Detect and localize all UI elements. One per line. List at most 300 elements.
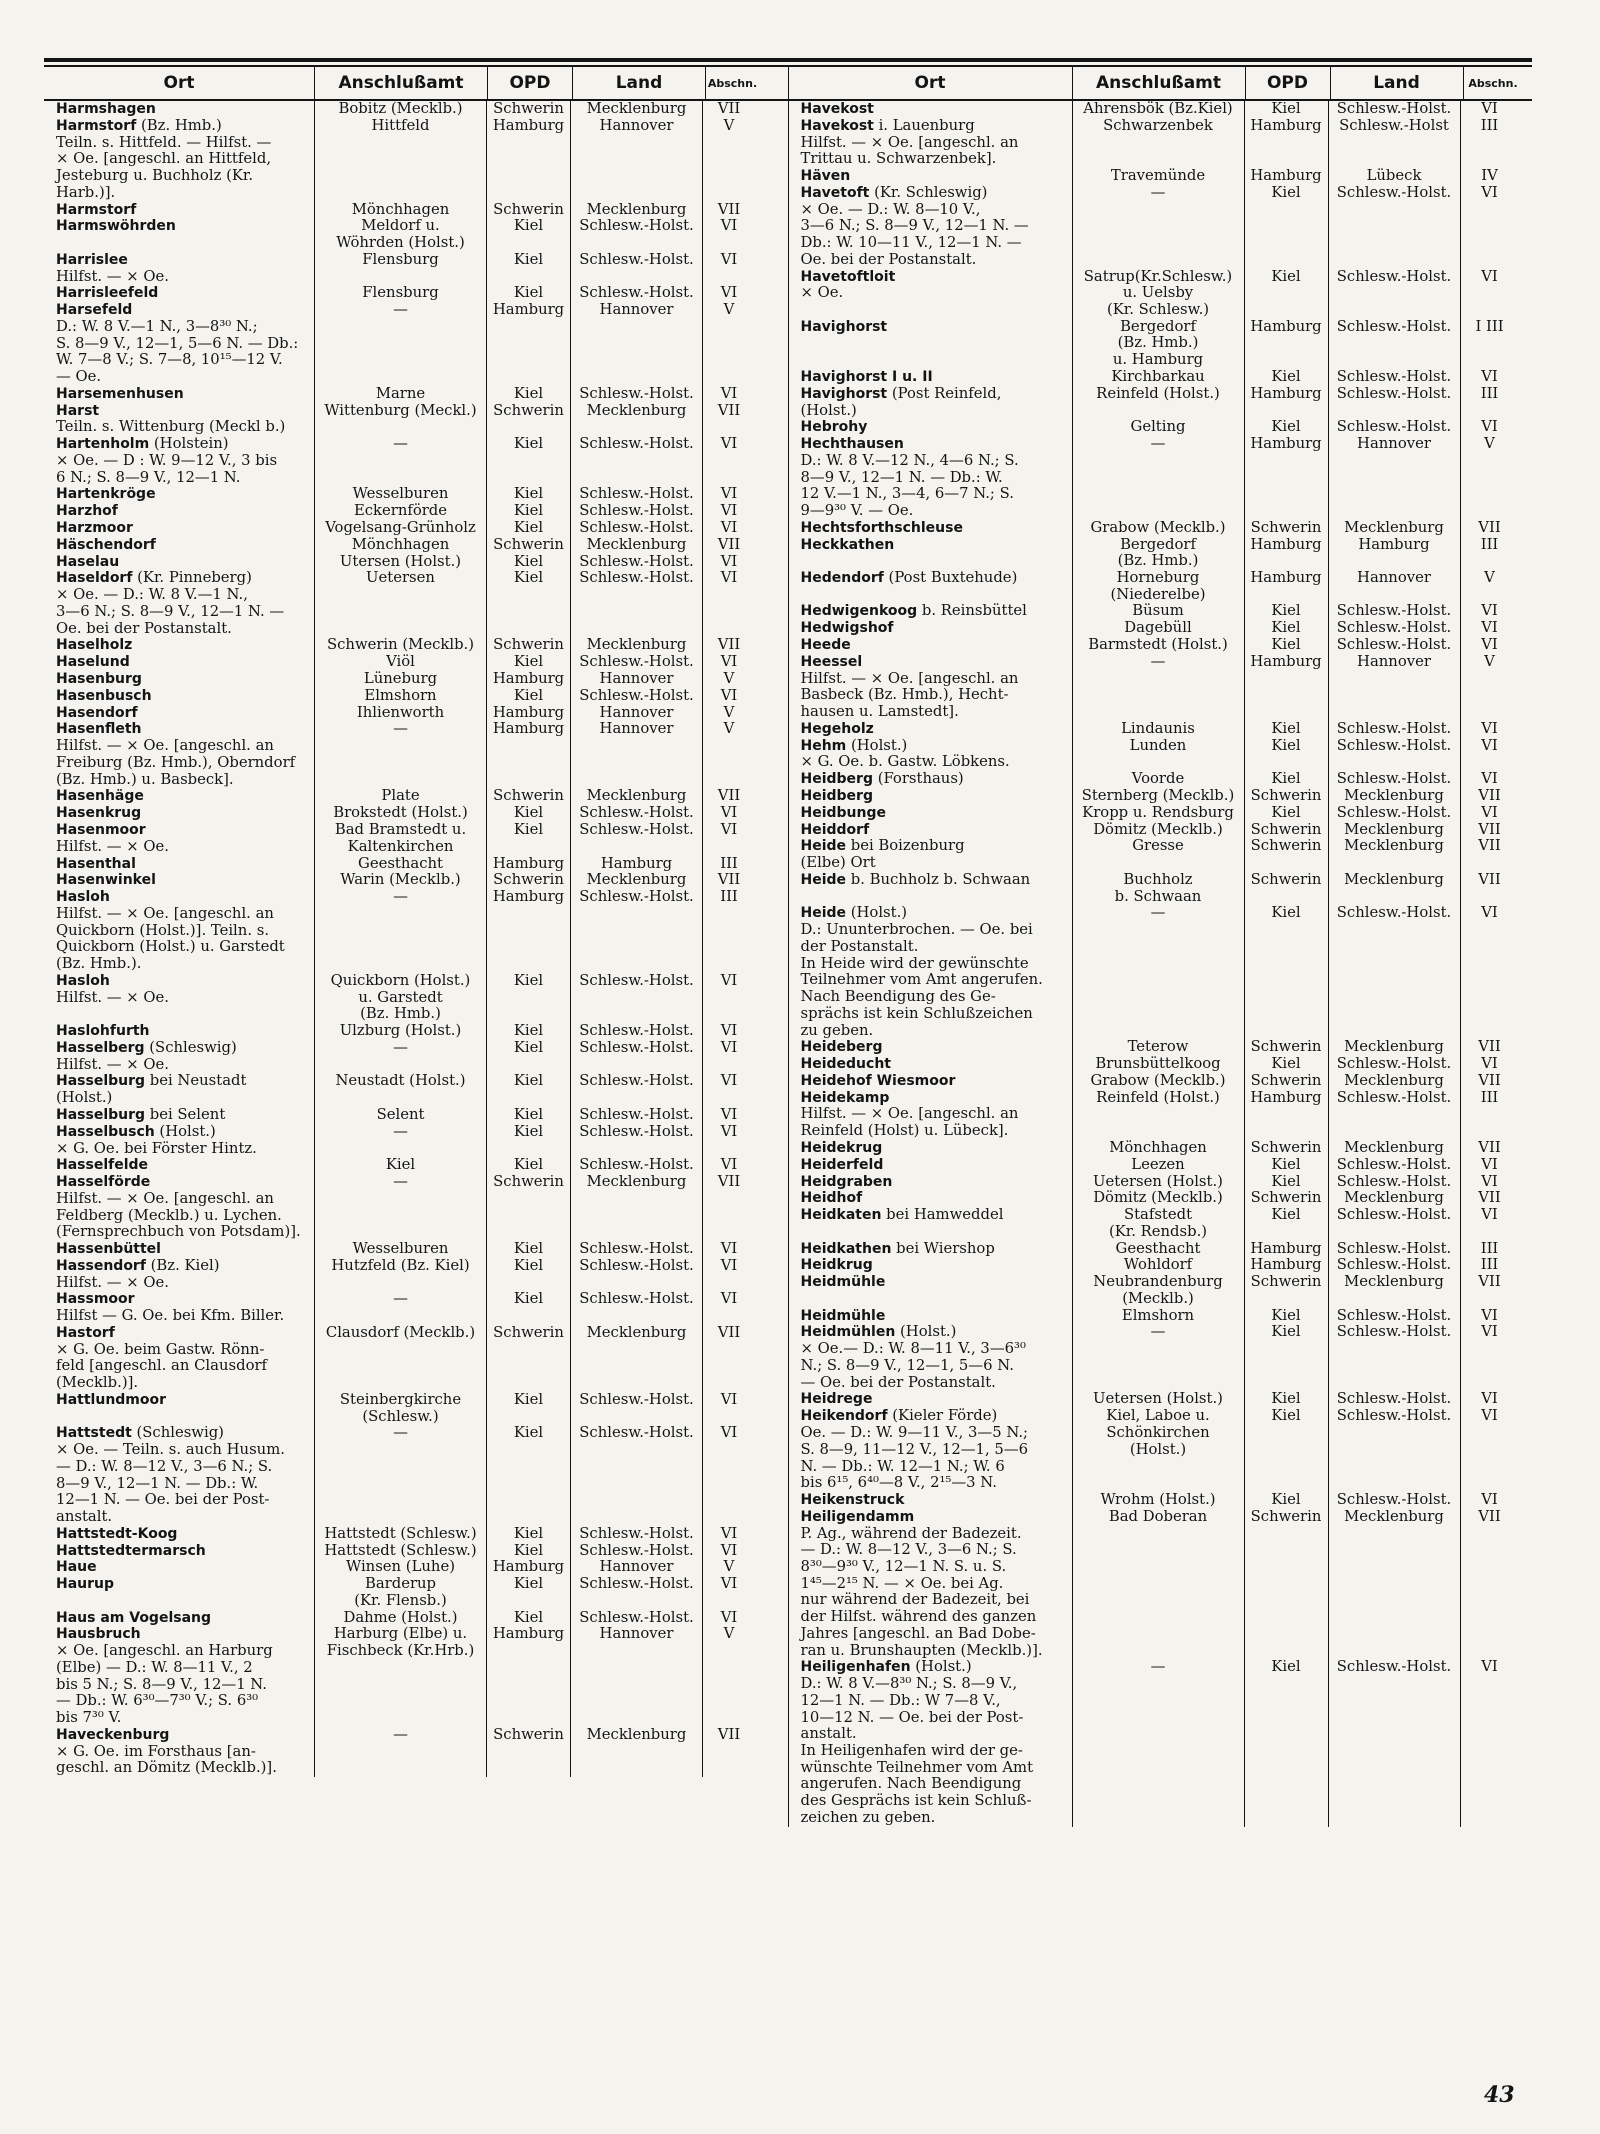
cell-anschlussamt: Teterow [1072,1039,1244,1056]
cell-opd: Kiel [486,1543,570,1560]
table-row [789,1308,1533,1325]
table-row [44,889,788,973]
cell-opd: Hamburg [1244,168,1328,185]
table-row [44,1425,788,1525]
place-details: × Oe. [angeschl. an Harburg (Elbe) — D.: W. 8—11 V., 2 bis 5 N.; S. 8—9 V., 12—1 N. — Db.: W. 6³⁰—7³⁰ V.; S. 6³⁰ bis 7³⁰ V. [56,1642,273,1727]
place-name: Hassenbüttel [56,1241,161,1258]
cell-land: Schlesw.-Holst. [1328,603,1460,620]
place-name: Heidgraben [800,1173,893,1190]
table-row [44,486,788,503]
cell-land: Mecklenburg [1328,1509,1460,1660]
cell-opd: Schwerin [486,637,570,654]
cell-ort [789,905,1072,1039]
cell-abschn: VII [702,788,755,805]
cell-opd: Kiel [1244,1157,1328,1174]
cell-land: Schlesw.-Holst. [1328,1207,1460,1240]
cell-ort [789,520,1072,537]
place-name: Hasselfelde [56,1157,149,1174]
cell-land: Schlesw.-Holst. [570,503,702,520]
table-row [44,302,788,386]
cell-ort [44,436,314,486]
cell-opd: Kiel [486,486,570,503]
cell-opd: Kiel [1244,1324,1328,1391]
place-name: Heideberg [800,1039,883,1056]
cell-abschn: V [1460,436,1519,520]
cell-abschn: VI [702,654,755,671]
cell-ort [789,1391,1072,1408]
place-details: P. Ag., während der Badezeit. — D.: W. 8—12 V., 3—6 N.; S. 8³⁰—9³⁰ V., 12—1 N. S. u. S. 1⁴⁵—2¹⁵ N. — × Oe. bei Ag. nur während der Badezeit, bei der Hilfst. während des ganzen Jahres [angeschl. an Bad Dobe- ran u. Brunshaupten (Mecklb.)]. [800,1524,1043,1659]
cell-land: Schlesw.-Holst. [570,436,702,486]
cell-land: Hannover [1328,570,1460,603]
cell-land: Schlesw.-Holst. [570,1258,702,1292]
table-row [44,1325,788,1392]
cell-anschlussamt: Satrup(Kr.Schlesw.) u. Uelsby (Kr. Schlesw.) [1072,269,1244,319]
cell-abschn: I III [1460,319,1519,369]
cell-ort [789,101,1072,118]
table-row [789,386,1533,420]
table-row [789,1157,1533,1174]
table-row [789,1090,1533,1140]
place-details: Teiln. s. Wittenburg (Meckl b.) [56,418,286,436]
table-row [789,654,1533,721]
place-name: Heide [800,838,847,855]
table-row [44,436,788,486]
cell-opd: Schwerin [1244,1039,1328,1056]
cell-anschlussamt: — [314,1124,486,1158]
cell-land: Hannover [570,302,702,386]
place-name: Hedendorf [800,569,884,586]
place-name: Hassmoor [56,1291,135,1308]
cell-opd: Schwerin [1244,1509,1328,1660]
cell-land: Hannover [570,671,702,688]
place-details: bei Boizenburg (Elbe) Ort [800,838,965,872]
cell-opd: Kiel [486,252,570,286]
cell-abschn: VI [702,1023,755,1040]
place-details: Hilfst. — × Oe. [angeschl. an Reinfeld (Holst) u. Lübeck]. [800,1105,1019,1140]
cell-opd: Kiel [1244,1408,1328,1492]
cell-abschn: VI [702,386,755,403]
cell-ort [789,1274,1072,1307]
cell-ort [44,1157,314,1174]
place-name: Hasselbusch [56,1123,155,1140]
cell-anschlussamt: Wesselburen [314,486,486,503]
cell-abschn: VI [1460,1056,1519,1073]
header-land: Land [1330,67,1463,99]
table-row [789,805,1533,822]
table-row [789,788,1533,805]
place-name: Hedwigenkoog [800,603,918,620]
cell-opd: Schwerin [486,1325,570,1392]
cell-land: Schlesw.-Holst. [1328,620,1460,637]
cell-land: Mecklenburg [1328,520,1460,537]
place-name: Harst [56,402,100,419]
cell-ort [44,721,314,788]
place-details: (Kieler Förde) Oe. — D.: W. 9—11 V., 3—5 N.; S. 8—9, 11—12 V., 12—1, 5—6 N. — Db.: W. 12—1 N.; W. 6 bis 6¹⁵, 6⁴⁰—8 V., 2¹⁵—3 N. [800,1408,1029,1492]
cell-ort [789,721,1072,738]
cell-opd: Schwerin [486,101,570,118]
cell-ort [789,1190,1072,1207]
cell-land: Mecklenburg [1328,838,1460,872]
place-name: Hasenmoor [56,822,146,839]
cell-abschn: VI [702,973,755,1023]
cell-ort [789,1090,1072,1140]
cell-abschn: III [702,856,755,873]
cell-land: Schlesw.-Holst. [1328,905,1460,1039]
cell-opd: Kiel [1244,771,1328,788]
cell-opd: Schwerin [1244,788,1328,805]
cell-land: Hannover [570,705,702,722]
cell-abschn: V [702,671,755,688]
place-name: Haurup [56,1576,115,1593]
cell-land: Schlesw.-Holst. [1328,805,1460,822]
cell-opd: Kiel [1244,1391,1328,1408]
table-row [789,1274,1533,1307]
cell-anschlussamt: Ihlienworth [314,705,486,722]
cell-abschn: VI [1460,269,1519,319]
cell-abschn: VI [702,1526,755,1543]
cell-abschn: VI [702,285,755,302]
cell-abschn: VI [1460,1492,1519,1509]
table-row [44,1040,788,1074]
cell-opd: Kiel [486,1241,570,1258]
cell-land: Hannover [570,721,702,788]
cell-abschn: VI [702,1610,755,1627]
cell-anschlussamt: Ütersen (Holst.) [314,554,486,571]
table-row [789,1056,1533,1073]
place-details: × G. Oe. beim Gastw. Rönn- feld [angeschl. an Clausdorf (Mecklb.)]. [56,1340,268,1392]
cell-ort [789,1207,1072,1240]
cell-land: Mecklenburg [1328,788,1460,805]
cell-ort [44,486,314,503]
cell-abschn: III [702,889,755,973]
cell-land: Schlesw.-Holst. [570,889,702,973]
cell-opd: Schwerin [1244,838,1328,872]
cell-land: Schlesw.-Holst. [570,805,702,822]
cell-abschn: VI [1460,1408,1519,1492]
cell-abschn: VI [1460,185,1519,269]
cell-opd: Kiel [1244,1492,1328,1509]
table-row [44,403,788,437]
cell-ort [44,856,314,873]
cell-ort [44,889,314,973]
table-row [789,620,1533,637]
cell-ort [44,671,314,688]
cell-opd: Kiel [486,520,570,537]
cell-anschlussamt: Bad Bramstedt u. Kaltenkirchen [314,822,486,856]
place-name: Hartenkröge [56,486,156,503]
cell-opd: Kiel [1244,620,1328,637]
cell-ort [789,838,1072,872]
table-row [44,1392,788,1425]
place-name: Hattstedt [56,1425,132,1442]
cell-opd: Hamburg [1244,386,1328,420]
place-name: Heikendorf [800,1408,888,1425]
cell-anschlussamt: Buchholz b. Schwaan [1072,872,1244,905]
cell-ort [44,503,314,520]
table-row [44,788,788,805]
cell-opd: Kiel [486,554,570,571]
cell-abschn: VI [1460,1207,1519,1240]
cell-abschn: VI [702,1241,755,1258]
table-row [44,1576,788,1609]
cell-land: Mecklenburg [570,537,702,554]
cell-abschn: VI [702,1576,755,1609]
table-row [789,1509,1533,1660]
cell-anschlussamt: Uetersen [314,570,486,637]
cell-abschn: VI [1460,369,1519,386]
cell-land: Schlesw.-Holst. [1328,721,1460,738]
cell-ort [789,185,1072,269]
cell-ort [789,1324,1072,1391]
cell-opd: Hamburg [486,671,570,688]
cell-ort [44,1073,314,1107]
place-name: Heidkathen [800,1240,892,1257]
table-row [789,1408,1533,1492]
cell-abschn: VII [702,537,755,554]
table-row [44,1543,788,1560]
cell-ort [44,1576,314,1609]
place-name: Hassendorf [56,1257,146,1274]
place-details: Hilfst. — × Oe. [angeschl. an Quickborn (Holst.)]. Teiln. s. Quickborn (Holst.) u. Garstedt (Bz. Hmb.). [56,905,285,973]
cell-abschn: VI [702,1425,755,1525]
place-details: i. Lauenburg Hilfst. — × Oe. [angeschl. an Trittau u. Schwarzenbek]. [800,117,1019,168]
cell-land: Hannover [1328,654,1460,721]
table-header [789,65,1533,101]
table-row [44,872,788,889]
cell-ort [44,118,314,202]
table-row [44,1258,788,1292]
cell-opd: Kiel [486,285,570,302]
table-row [44,1124,788,1158]
header-abschn: Abschn. [1463,67,1523,99]
table-row [44,637,788,654]
place-name: Heidberg [800,787,873,804]
cell-anschlussamt: Uetersen (Holst.) [1072,1391,1244,1408]
cell-abschn: VII [1460,788,1519,805]
table-row [789,1039,1533,1056]
place-name: Harmstorf [56,201,137,218]
cell-opd: Hamburg [486,889,570,973]
cell-abschn: VII [702,403,755,437]
table-row [789,269,1533,319]
cell-anschlussamt: Kirchbarkau [1072,369,1244,386]
cell-ort [789,788,1072,805]
cell-land: Mecklenburg [570,872,702,889]
place-name: Hasselburg [56,1106,146,1123]
place-name: Harmshagen [56,101,156,117]
cell-abschn: VI [702,554,755,571]
table-row [789,520,1533,537]
right-rows [789,101,1533,1827]
place-name: Heidrege [800,1391,873,1408]
table-row [44,570,788,637]
cell-land: Schlesw.-Holst. [570,218,702,251]
cell-ort [44,822,314,856]
cell-ort [789,118,1072,168]
cell-opd: Hamburg [1244,319,1328,369]
table-row [789,603,1533,620]
cell-ort [789,1039,1072,1056]
cell-anschlussamt: — [314,436,486,486]
cell-anschlussamt: Gelting [1072,419,1244,436]
cell-opd: Hamburg [1244,118,1328,168]
cell-ort [44,403,314,437]
cell-opd: Schwerin [1244,822,1328,839]
cell-abschn: VII [702,1727,755,1777]
cell-land: Schlesw.-Holst. [570,520,702,537]
cell-land: Schlesw.-Holst. [1328,369,1460,386]
table-row [789,118,1533,168]
table-row [789,822,1533,839]
cell-anschlussamt: Stafstedt (Kr. Rendsb.) [1072,1207,1244,1240]
place-name: Havekost [800,101,874,117]
table-row [44,1241,788,1258]
cell-land: Schlesw.-Holst. [1328,1056,1460,1073]
cell-anschlussamt: Barderup (Kr. Flensb.) [314,1576,486,1609]
cell-ort [789,419,1072,436]
place-name: Heide [800,871,847,888]
cell-anschlussamt: Travemünde [1072,168,1244,185]
cell-ort [789,570,1072,603]
cell-anschlussamt: — [314,721,486,788]
cell-anschlussamt: Dahme (Holst.) [314,1610,486,1627]
place-name: Harrislee [56,251,128,268]
cell-anschlussamt: Hittfeld [314,118,486,202]
cell-opd: Schwerin [1244,1140,1328,1157]
cell-opd: Hamburg [1244,537,1328,570]
cell-ort [789,168,1072,185]
cell-anschlussamt: Selent [314,1107,486,1124]
cell-abschn: VI [702,805,755,822]
place-name: Hattlundmoor [56,1391,167,1408]
cell-opd: Hamburg [1244,436,1328,520]
table-row [789,570,1533,603]
cell-anschlussamt: Brokstedt (Holst.) [314,805,486,822]
table-row [789,738,1533,772]
cell-land: Mecklenburg [1328,822,1460,839]
cell-anschlussamt: Ulzburg (Holst.) [314,1023,486,1040]
cell-ort [44,688,314,705]
cell-anschlussamt: Viöl [314,654,486,671]
cell-abschn: VI [702,486,755,503]
cell-opd: Schwerin [1244,1073,1328,1090]
cell-opd: Kiel [486,386,570,403]
place-name: Haselau [56,553,120,570]
place-name: Heidmühlen [800,1324,896,1341]
table-row [789,1492,1533,1509]
cell-ort [44,386,314,403]
cell-abschn: V [1460,654,1519,721]
cell-ort [44,1107,314,1124]
cell-anschlussamt: Geesthacht [1072,1241,1244,1258]
cell-opd: Kiel [1244,1056,1328,1073]
place-details: (Kr. Pinneberg) × Oe. — D.: W. 8 V.—1 N., 3—6 N.; S. 8—9 V., 12—1 N. — Oe. bei der Postanstalt. [56,570,285,637]
cell-land: Schlesw.-Holst. [1328,1408,1460,1492]
place-name: Hechtsforthschleuse [800,519,963,536]
place-details: (Bz. Kiel) Hilfst. — × Oe. [56,1257,220,1291]
cell-land: Schlesw.-Holst. [1328,1308,1460,1325]
place-name: Haue [56,1559,97,1576]
place-details: (Schleswig) Hilfst. — × Oe. [56,1039,237,1073]
cell-opd: Schwerin [1244,520,1328,537]
cell-anschlussamt: Voorde [1072,771,1244,788]
cell-land: Schlesw.-Holst. [1328,1659,1460,1826]
cell-opd: Kiel [1244,1308,1328,1325]
cell-land: Hannover [570,118,702,202]
cell-opd: Kiel [486,1124,570,1158]
cell-opd: Kiel [486,654,570,671]
cell-anschlussamt: — [314,1727,486,1777]
cell-anschlussamt: — [1072,654,1244,721]
cell-abschn: V [702,721,755,788]
cell-land: Mecklenburg [1328,872,1460,905]
cell-opd: Hamburg [1244,654,1328,721]
header-abschn: Abschn. [705,67,759,99]
cell-opd: Schwerin [486,788,570,805]
table-row [44,520,788,537]
cell-ort [44,705,314,722]
cell-abschn: VI [1460,620,1519,637]
table-row [44,721,788,788]
cell-ort [789,620,1072,637]
cell-land: Schlesw.-Holst. [570,1040,702,1074]
place-name: Hasenkrug [56,805,142,822]
cell-ort [44,1258,314,1292]
table-row [44,654,788,671]
cell-opd: Hamburg [1244,570,1328,603]
place-name: Havetoft [800,184,870,201]
cell-opd: Hamburg [1244,1090,1328,1140]
table-row [789,419,1533,436]
place-name: Heidekamp [800,1089,890,1106]
place-name: Heiligenhafen [800,1659,911,1676]
table-row [44,285,788,302]
cell-land: Schlesw.-Holst. [570,570,702,637]
cell-anschlussamt: Hutzfeld (Bz. Kiel) [314,1258,486,1292]
place-details: (Kr. Schleswig) × Oe. — D.: W. 8—10 V., 3—6 N.; S. 8—9 V., 12—1 N. — Db.: W. 10—11 V., 12—1 N. — Oe. bei der Postanstalt. [800,184,1029,268]
cell-abschn: VII [1460,822,1519,839]
table-row [44,386,788,403]
cell-abschn: VI [702,252,755,286]
table-row [44,1291,788,1325]
cell-ort [789,1073,1072,1090]
cell-opd: Kiel [1244,269,1328,319]
cell-opd: Kiel [1244,905,1328,1039]
cell-opd: Kiel [486,436,570,486]
cell-anschlussamt: — [1072,1324,1244,1391]
place-name: Hehm [800,737,847,754]
cell-anschlussamt: — [314,1291,486,1325]
cell-opd: Kiel [486,1073,570,1107]
place-name: Harmstorf [56,117,137,134]
cell-anschlussamt: Ahrensbök (Bz.Kiel) [1072,101,1244,118]
table-row [44,1610,788,1627]
table-row [789,1324,1533,1391]
place-name: Havetoftloit [800,268,896,285]
table-row [44,856,788,873]
cell-ort [789,805,1072,822]
cell-abschn: VII [1460,1140,1519,1157]
table-row [789,637,1533,654]
cell-anschlussamt: Lüneburg [314,671,486,688]
cell-abschn: VI [702,1073,755,1107]
cell-ort [789,603,1072,620]
cell-abschn: III [1460,537,1519,570]
cell-land: Hannover [570,1559,702,1576]
cell-land: Schlesw.-Holst. [570,386,702,403]
cell-abschn: VII [702,202,755,219]
cell-anschlussamt: Leezen [1072,1157,1244,1174]
